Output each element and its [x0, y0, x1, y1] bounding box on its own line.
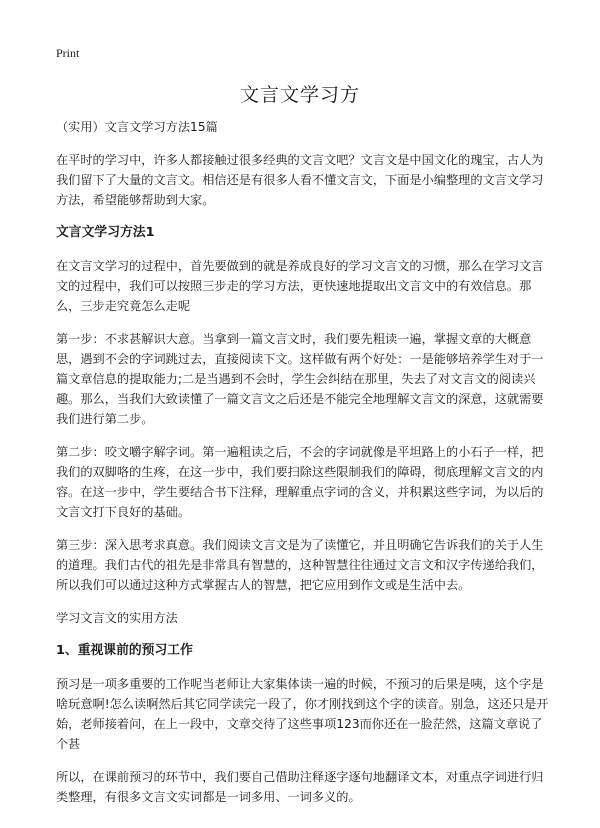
paragraph: 学习文言文的实用方法 [56, 611, 178, 625]
document-subtitle: （实用）文言文学习方法15篇 [56, 120, 218, 134]
paragraph: 第一步：不求甚解识大意。当拿到一篇文言文时，我们要先粗读一遍，掌握文章的大概意思，遇到不会的字词跳过去，直接阅读下文。这样做有两个好处：一是能够培养学生对于一篇文章信息的提取能力;二是当遇到不会时，学生会纠结在那里，失去了对文言文的阅读兴趣。那么，当我们大致读懂了一篇文言文之后还是不能完全地理解文言文的深意，这就需要我们进行第二步。 [56, 332, 544, 426]
paragraph: 在文言文学习的过程中，首先要做到的就是养成良好的学习文言文的习惯，那么在学习文言文的过程中，我们可以按照三步走的学习方法，更快速地提取出文言文中的有效信息。那么，三步走究竟怎么走呢 [56, 259, 544, 313]
page-title: 文言文学习方 [239, 84, 360, 106]
document-body [56, 117, 550, 807]
section-heading: 文言文学习方法1 [56, 225, 155, 240]
print-label: Print [56, 46, 80, 60]
paragraph: 预习是一项多重要的工作呢当老师让大家集体读一遍的时候，不预习的后果是咦，这个字是啥玩意啊!怎么读啊然后其它同学读完一段了，你才刚找到这个字的读音。别急，这还只是开始，老师接着问，在上一段中，文章交待了这些事项123而你还在一脸茫然，这篇文章说了个甚 [56, 677, 549, 751]
intro-paragraph: 在平时的学习中，许多人都接触过很多经典的文言文吧？文言文是中国文化的瑰宝，古人为我们留下了大量的文言文。相信还是有很多人看不懂文言文，下面是小编整理的文言文学习方法，希望能够帮助到大家。 [56, 153, 544, 207]
paragraph: 第三步：深入思考求真意。我们阅读文言文是为了读懂它，并且明确它告诉我们的关于人生的道理。我们古代的祖先是非常具有智慧的，这种智慧往往通过文言文和汉字传递给我们，所以我们可以通过这种方式掌握古人的智慧，把它应用到作文或是生活中去。 [56, 538, 544, 592]
paragraph: 第二步：咬文嚼字解字词。第一遍粗读之后，不会的字词就像是平坦路上的小石子一样，把我们的双脚咯的生疼，在这一步中，我们要扫除这些限制我们的障碍，彻底理解文言文的内容。在这一步中，学生要结合书下注释，理解重点字词的含义，并积累这些字词，为以后的文言文打下良好的基础。 [56, 445, 544, 519]
paragraph: 所以，在课前预习的环节中，我们要自己借助注释逐字逐句地翻译文本，对重点字词进行归类整理，有很多文言文实词都是一词多用、一词多义的。 [56, 770, 544, 804]
section-heading: 1、重视课前的预习工作 [56, 643, 193, 658]
